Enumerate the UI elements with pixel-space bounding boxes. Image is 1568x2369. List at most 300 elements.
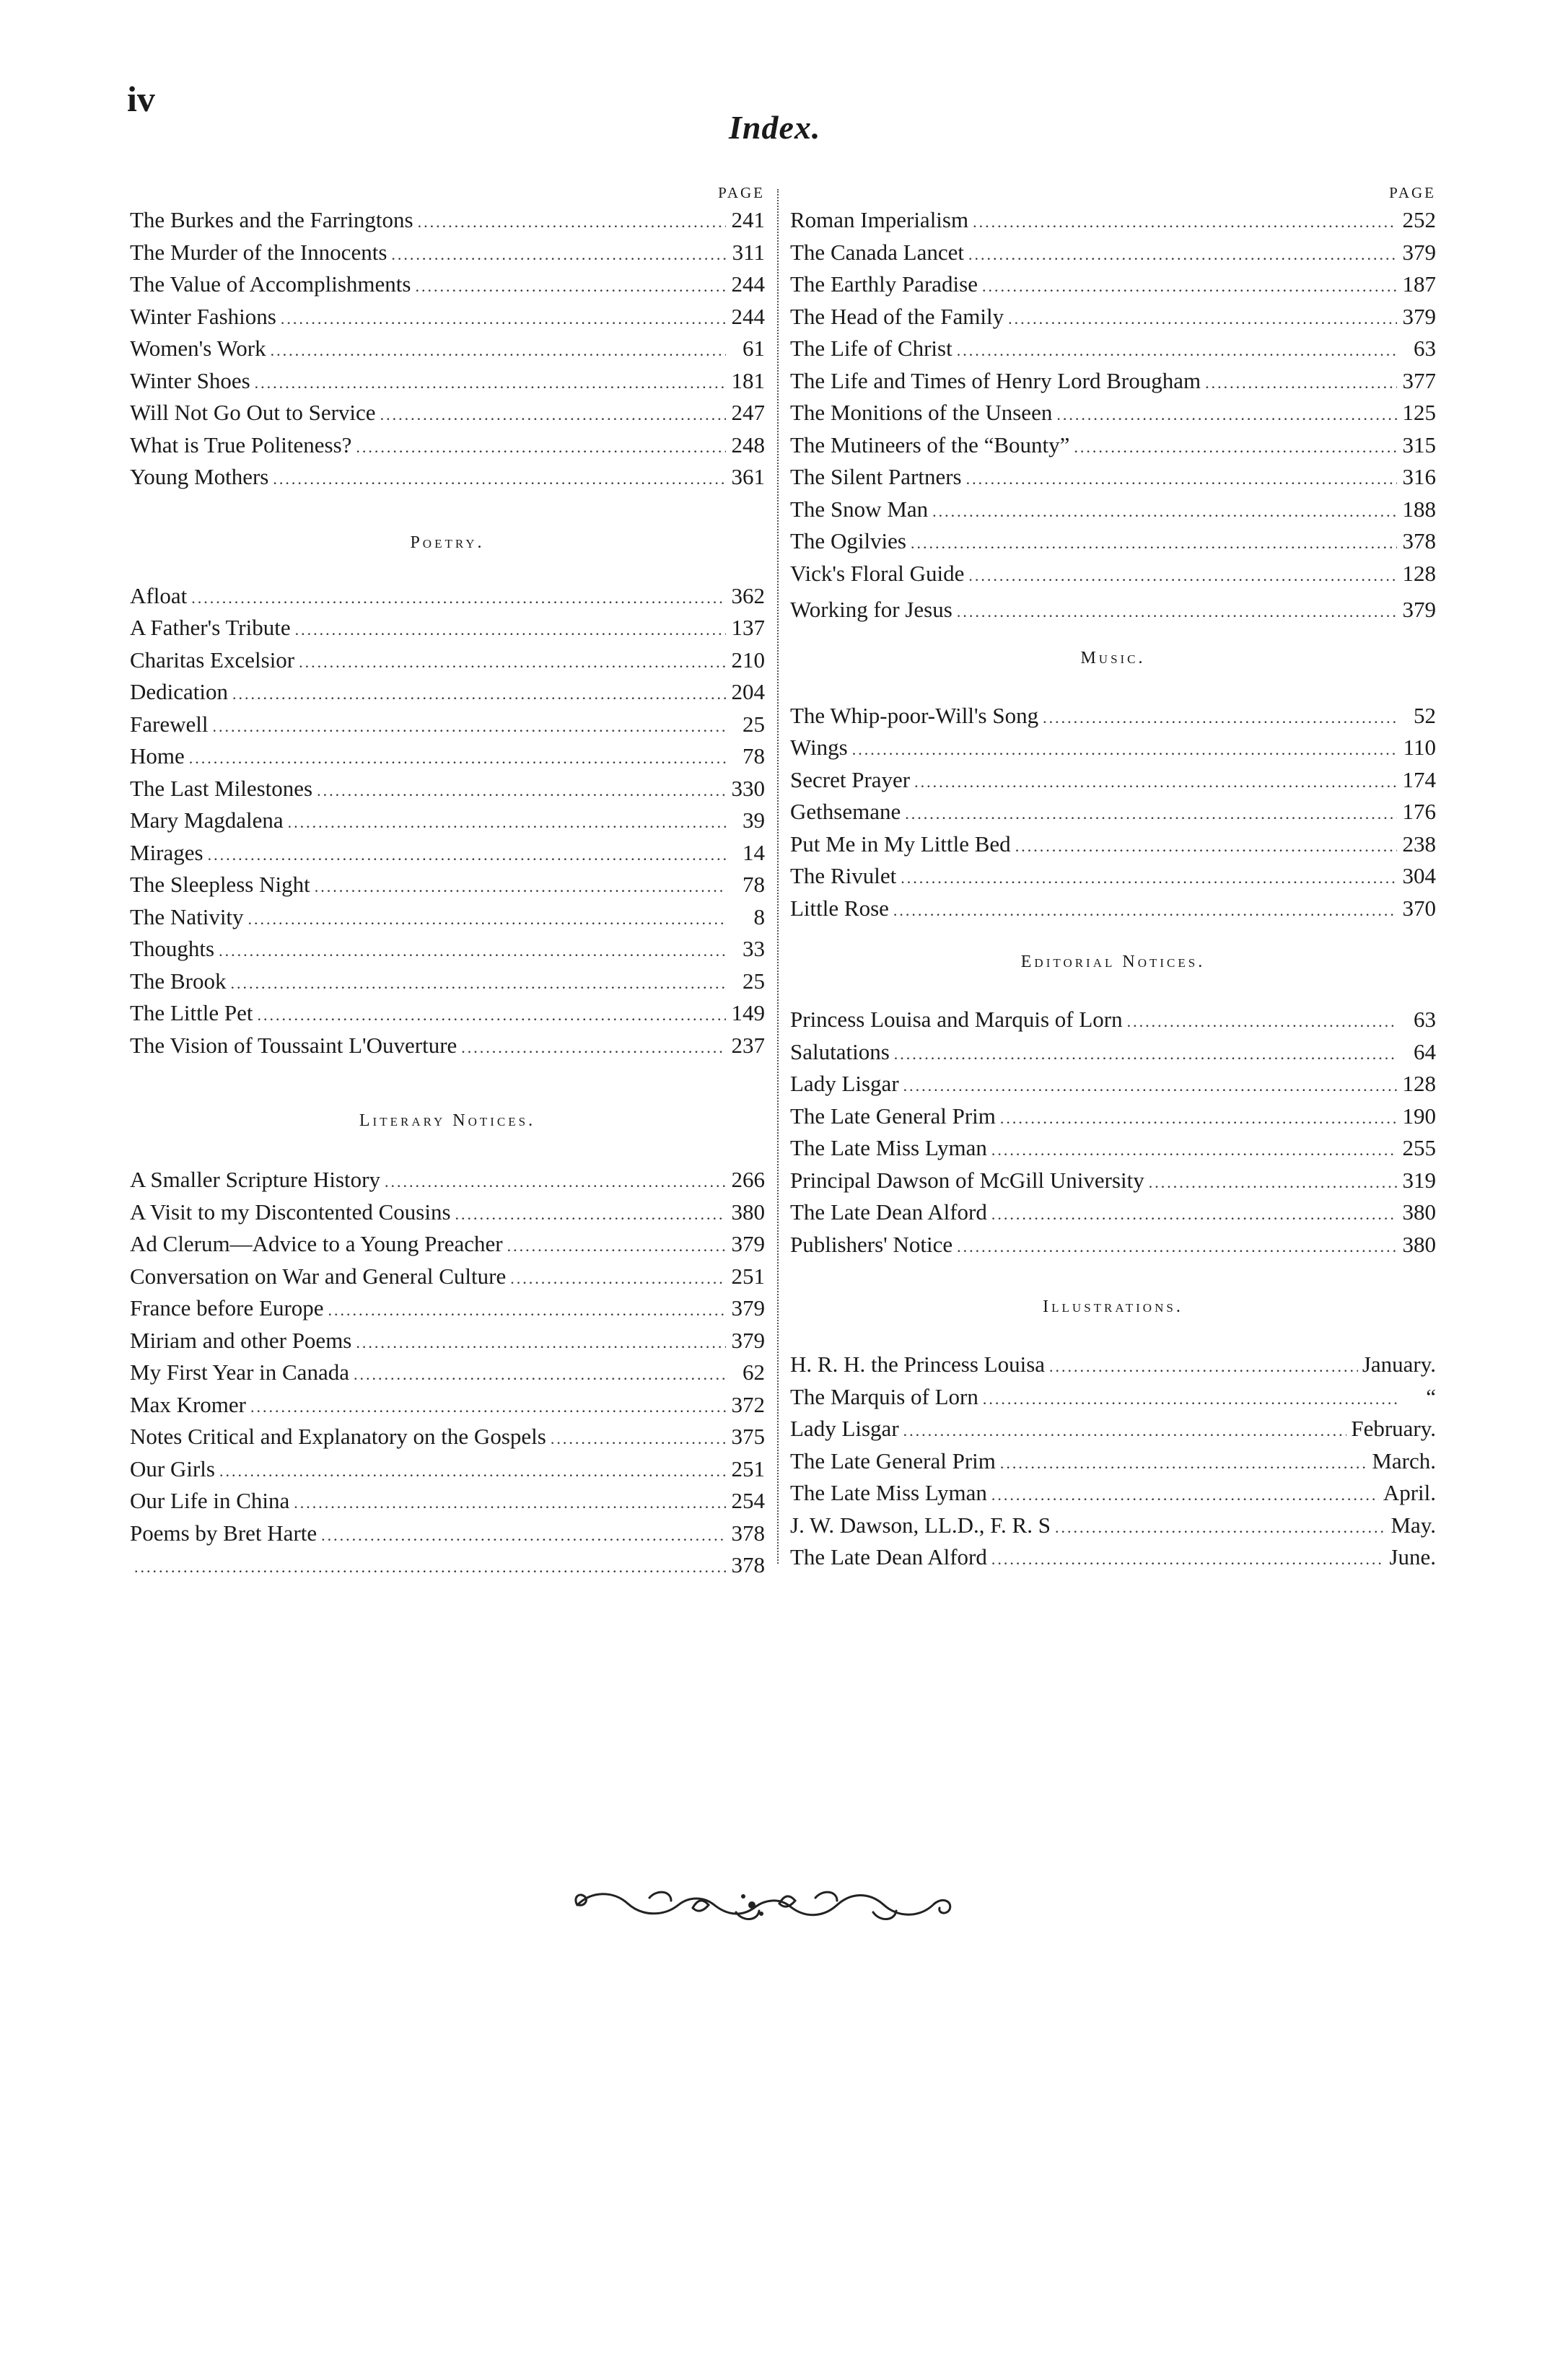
index-entry: [790, 1165, 1436, 1197]
entry-page: April.: [1383, 1480, 1436, 1505]
index-entry: [790, 796, 1436, 828]
leader-dots: [321, 1520, 726, 1552]
leader-dots: [134, 1551, 726, 1584]
entry-title: Afloat: [130, 582, 188, 608]
entry-page: 372: [731, 1391, 765, 1417]
leader-dots: [991, 1199, 1397, 1231]
entry-title: Gethsemane: [790, 799, 901, 824]
leader-dots: [299, 647, 726, 679]
leader-dots: [315, 871, 726, 903]
leader-dots: [356, 1327, 726, 1359]
entry-page: 379: [731, 1327, 765, 1353]
index-entry: [790, 1477, 1436, 1510]
entry-page: 379: [1402, 597, 1436, 622]
entry-page: 330: [731, 775, 765, 801]
leader-dots: [901, 862, 1397, 895]
entry-page: 316: [1402, 464, 1436, 489]
entry-title: Mary Magdalena: [130, 807, 284, 833]
leader-dots: [273, 463, 726, 496]
left-top-entries: [130, 204, 765, 494]
index-entry: [130, 612, 765, 644]
entry-page: 137: [731, 615, 765, 640]
leader-dots: [894, 1038, 1397, 1071]
entry-page: 128: [1402, 560, 1436, 586]
index-entry: [130, 268, 765, 301]
entry-page: 61: [743, 336, 765, 361]
leader-dots: [893, 895, 1397, 927]
entry-page: 378: [731, 1552, 765, 1577]
index-entry: [130, 397, 765, 429]
index-entry: [130, 740, 765, 773]
entry-page: June.: [1389, 1544, 1436, 1569]
index-entry: [790, 1100, 1436, 1133]
index-entry: [790, 429, 1436, 462]
index-entry: [130, 901, 765, 934]
entry-title: Principal Dawson of McGill University: [790, 1167, 1144, 1193]
entry-title: The Late General Prim: [790, 1448, 996, 1473]
index-entry: [790, 1381, 1436, 1414]
entry-page: 375: [731, 1424, 765, 1449]
index-entry: [790, 558, 1436, 590]
entry-title: Ad Clerum—Advice to a Young Preacher: [130, 1231, 503, 1256]
leader-dots: [957, 596, 1397, 629]
index-entry: [790, 1229, 1436, 1261]
index-entry: [790, 333, 1436, 365]
entry-page: 39: [743, 807, 765, 833]
leader-dots: [911, 527, 1397, 560]
entry-page: 25: [743, 711, 765, 737]
entry-title: The Whip-poor-Will's Song: [790, 702, 1039, 728]
entry-page: 304: [1402, 863, 1436, 888]
entry-page: 78: [743, 872, 765, 897]
leader-dots: [250, 1391, 726, 1424]
entry-title: The Little Pet: [130, 1000, 253, 1025]
entry-page: 362: [731, 582, 765, 608]
entry-page: 52: [1414, 702, 1436, 728]
index-entry: [130, 709, 765, 741]
entry-title: The Late Dean Alford: [790, 1199, 987, 1225]
index-entry: [130, 644, 765, 677]
entry-title: Put Me in My Little Bed: [790, 831, 1011, 857]
entry-page: 379: [731, 1231, 765, 1256]
leader-dots: [957, 1231, 1397, 1264]
left-column: [130, 184, 765, 1582]
ornament-flourish-icon: [563, 1876, 967, 1934]
entry-title: The Mutineers of the “Bounty”: [790, 432, 1070, 457]
leader-dots: [1149, 1167, 1397, 1199]
index-entry: [130, 580, 765, 613]
entry-title: Thoughts: [130, 936, 215, 961]
index-entry: [790, 1196, 1436, 1229]
entry-page: 379: [1402, 239, 1436, 265]
entry-page: 190: [1402, 1103, 1436, 1129]
leader-dots: [1043, 702, 1397, 735]
index-entry: [130, 333, 765, 365]
entry-title: Women's Work: [130, 336, 266, 361]
entry-page: 251: [731, 1455, 765, 1481]
leader-dots: [255, 367, 726, 400]
entry-title: The Nativity: [130, 903, 244, 929]
entry-title: Conversation on War and General Culture: [130, 1263, 507, 1289]
entry-page: 379: [1402, 303, 1436, 329]
index-entry: [130, 997, 765, 1030]
right-top-entries: [790, 204, 1436, 590]
entry-title: Charitas Excelsior: [130, 647, 295, 673]
leader-dots: [295, 614, 726, 647]
index-entry: [790, 1541, 1436, 1574]
page-title: Index.: [729, 109, 821, 146]
entry-page: 311: [732, 239, 765, 265]
leader-dots: [294, 1487, 726, 1520]
leader-dots: [991, 1134, 1397, 1167]
entry-page: 125: [1402, 400, 1436, 425]
entry-page: 247: [731, 400, 765, 425]
entry-page: 252: [1402, 207, 1436, 232]
entry-page: 174: [1402, 766, 1436, 792]
leader-dots: [317, 775, 726, 807]
leader-dots: [1055, 1512, 1386, 1544]
entry-title: The Ogilvies: [790, 528, 906, 553]
right-column: [790, 184, 1436, 1574]
entry-title: The Canada Lancet: [790, 239, 964, 265]
entry-page: 255: [1402, 1135, 1436, 1160]
entry-title: The Life of Christ: [790, 336, 952, 361]
leader-dots: [219, 1455, 726, 1488]
entry-title: The Sleepless Night: [130, 872, 310, 897]
entry-title: My First Year in Canada: [130, 1359, 349, 1385]
entry-title: The Late Dean Alford: [790, 1544, 987, 1569]
entry-title: The Vision of Toussaint L'Ouverture: [130, 1032, 457, 1058]
entry-title: The Monitions of the Unseen: [790, 400, 1053, 425]
index-entry: [790, 893, 1436, 925]
entry-title: Salutations: [790, 1038, 890, 1064]
index-entry: [790, 700, 1436, 732]
index-entry: [130, 1518, 765, 1550]
entry-page: 319: [1402, 1167, 1436, 1193]
entry-title: The Brook: [130, 968, 227, 994]
entry-page: March.: [1372, 1448, 1436, 1473]
index-entry: [130, 1196, 765, 1229]
illustrations-entries: [790, 1349, 1436, 1574]
entry-title: Our Girls: [130, 1455, 215, 1481]
entry-title: Our Life in China: [130, 1488, 290, 1513]
entry-title: Lady Lisgar: [790, 1416, 899, 1441]
leader-dots: [905, 798, 1397, 831]
section-heading-literary-notices: Literary Notices.: [359, 1111, 536, 1130]
index-entry: [790, 237, 1436, 269]
index-entry: [130, 301, 765, 333]
leader-dots: [219, 935, 726, 968]
entry-title: The Silent Partners: [790, 464, 962, 489]
index-entry: [790, 1349, 1436, 1381]
entry-page: 25: [743, 968, 765, 994]
index-entry: [130, 869, 765, 901]
index-entry: [790, 525, 1436, 558]
entry-page: 237: [731, 1032, 765, 1058]
index-entry: [130, 837, 765, 870]
leader-dots: [1127, 1006, 1397, 1038]
leader-dots: [973, 206, 1397, 239]
entry-title: Wings: [790, 735, 848, 760]
index-entry: [130, 365, 765, 398]
index-entry: [130, 204, 765, 237]
index-entry: [130, 1421, 765, 1453]
leader-dots: [391, 239, 726, 271]
entry-page: 266: [731, 1167, 765, 1192]
leader-dots: [1074, 432, 1397, 464]
leader-dots: [271, 335, 726, 367]
index-entry: [130, 1485, 765, 1518]
index-entry: [790, 828, 1436, 861]
entry-page: 379: [731, 1295, 765, 1321]
leader-dots: [507, 1230, 726, 1263]
leader-dots: [1049, 1351, 1358, 1383]
index-entry: [790, 204, 1436, 237]
entry-title: Will Not Go Out to Service: [130, 400, 376, 425]
leader-dots: [903, 1070, 1397, 1103]
leader-dots: [982, 271, 1397, 303]
leader-dots: [248, 903, 726, 936]
entry-title: Winter Fashions: [130, 303, 276, 329]
entry-title: J. W. Dawson, LL.D., F. R. S: [790, 1512, 1051, 1538]
index-entry: [130, 1453, 765, 1486]
poetry-entries: [130, 580, 765, 1062]
entry-title: Poems by Bret Harte: [130, 1520, 317, 1546]
entry-page: 378: [731, 1520, 765, 1546]
entry-title: Princess Louisa and Marquis of Lorn: [790, 1007, 1123, 1032]
entry-title: The Value of Accomplishments: [130, 271, 411, 297]
entry-title: A Father's Tribute: [130, 615, 291, 640]
leader-dots: [232, 678, 726, 711]
entry-page: 378: [1402, 528, 1436, 553]
index-entry: [790, 1068, 1436, 1100]
index-entry: [130, 965, 765, 998]
leader-dots: [1015, 831, 1397, 863]
entry-title: Little Rose: [790, 895, 889, 921]
entry-page: 78: [743, 743, 765, 768]
entry-title: Home: [130, 743, 185, 768]
leader-dots: [354, 1359, 726, 1391]
index-entry: [130, 429, 765, 462]
entry-page: May.: [1390, 1512, 1436, 1538]
entry-page: 14: [743, 839, 765, 865]
index-entry: [790, 397, 1436, 429]
index-entry: [130, 1292, 765, 1325]
index-entry: [790, 764, 1436, 797]
entry-title: Lady Lisgar: [790, 1071, 899, 1096]
index-entry: [130, 1228, 765, 1261]
entry-page: 248: [731, 432, 765, 457]
entry-page: 380: [1402, 1231, 1436, 1257]
entry-title: The Late Miss Lyman: [790, 1135, 987, 1160]
entry-title: The Snow Man: [790, 496, 929, 522]
column-divider: [777, 189, 779, 1564]
leader-dots: [189, 743, 726, 775]
index-entry: [130, 773, 765, 805]
index-entry: [130, 1261, 765, 1293]
leader-dots: [903, 1415, 1347, 1448]
leader-dots: [418, 206, 726, 239]
entry-page: 238: [1402, 831, 1436, 857]
index-entry: [790, 1132, 1436, 1165]
leader-dots: [957, 335, 1397, 367]
index-entry: [790, 732, 1436, 764]
index-entry: [790, 268, 1436, 301]
entry-page: 377: [1402, 367, 1436, 393]
index-entry: [130, 1325, 765, 1357]
entry-page: 210: [731, 647, 765, 673]
entry-title: The Marquis of Lorn: [790, 1383, 978, 1409]
entry-title: Young Mothers: [130, 464, 269, 489]
leader-dots: [455, 1199, 726, 1231]
entry-page: 176: [1402, 799, 1436, 824]
leader-dots: [966, 463, 1397, 496]
index-entry: [130, 805, 765, 837]
index-entry: [130, 676, 765, 709]
leader-dots: [551, 1423, 726, 1455]
leader-dots: [932, 496, 1397, 528]
leader-dots: [380, 399, 726, 432]
leader-dots: [212, 711, 726, 743]
music-entries: [790, 700, 1436, 925]
page-column-label: PAGE: [1389, 184, 1436, 201]
index-entry: [790, 860, 1436, 893]
entry-title: The Rivulet: [790, 863, 897, 888]
entry-title: Mirages: [130, 839, 203, 865]
leader-dots: [1205, 367, 1397, 400]
index-entry: [130, 1549, 765, 1582]
index-entry: [130, 461, 765, 494]
section-heading-poetry: Poetry.: [410, 533, 485, 552]
leader-dots: [968, 560, 1397, 592]
leader-dots: [1000, 1448, 1367, 1480]
entry-title: Secret Prayer: [790, 766, 911, 792]
index-entry: [790, 365, 1436, 398]
entry-title: The Burkes and the Farringtons: [130, 207, 413, 232]
entry-title: The Late General Prim: [790, 1103, 996, 1129]
leader-dots: [385, 1166, 726, 1199]
entry-page: 254: [731, 1488, 765, 1513]
index-entry: [130, 237, 765, 269]
entry-title: Publishers' Notice: [790, 1231, 953, 1257]
leader-dots: [281, 303, 726, 336]
entry-page: 380: [1402, 1199, 1436, 1225]
index-entry: [790, 1413, 1436, 1445]
index-entry: [130, 1030, 765, 1062]
index-entry: [790, 301, 1436, 333]
section-heading-editorial-notices: Editorial Notices.: [1020, 953, 1206, 971]
entry-title: Miriam and other Poems: [130, 1327, 352, 1353]
entry-page: 188: [1402, 496, 1436, 522]
entry-page: 361: [731, 464, 765, 489]
entry-title: The Life and Times of Henry Lord Brougham: [790, 367, 1201, 393]
entry-title: Roman Imperialism: [790, 207, 969, 232]
entry-page: 181: [731, 367, 765, 393]
editorial-notices-entries: [790, 1004, 1436, 1261]
entry-title: The Last Milestones: [130, 775, 313, 801]
index-entry: [130, 933, 765, 965]
page-number: iv: [127, 79, 155, 119]
entry-title: A Visit to my Discontented Cousins: [130, 1199, 451, 1225]
entry-title: Vick's Floral Guide: [790, 560, 965, 586]
entry-page: January.: [1362, 1352, 1436, 1377]
entry-title: Dedication: [130, 679, 229, 704]
entry-page: 380: [731, 1199, 765, 1225]
index-entry: [790, 494, 1436, 526]
leader-dots: [191, 582, 726, 615]
entry-title: France before Europe: [130, 1295, 324, 1321]
entry-page: 244: [731, 303, 765, 329]
leader-dots: [208, 839, 726, 872]
section-heading-illustrations: Illustrations.: [1043, 1297, 1183, 1316]
leader-dots: [288, 807, 726, 839]
index-entry: [790, 1510, 1436, 1542]
entry-page: 8: [753, 903, 765, 929]
index-entry: [790, 1004, 1436, 1036]
leader-dots: [1000, 1103, 1397, 1135]
entry-title: A Smaller Scripture History: [130, 1167, 380, 1192]
leader-dots: [510, 1263, 726, 1295]
leader-dots: [1056, 399, 1397, 432]
entry-page: 251: [731, 1263, 765, 1289]
leader-dots: [1008, 303, 1397, 336]
entry-page: 244: [731, 271, 765, 297]
leader-dots: [968, 239, 1397, 271]
index-entry: [130, 1389, 765, 1422]
entry-title: The Murder of the Innocents: [130, 239, 387, 265]
entry-title: The Head of the Family: [790, 303, 1004, 329]
section-heading-music: Music.: [1080, 648, 1146, 667]
entry-title: Farewell: [130, 711, 209, 737]
index-entry: [130, 1357, 765, 1389]
entry-page: 33: [743, 936, 765, 961]
index-entry: [790, 461, 1436, 494]
literary-notices-entries: [130, 1164, 765, 1549]
leader-dots: [461, 1032, 726, 1064]
entry-page: 110: [1403, 735, 1436, 760]
entry-title: The Earthly Paradise: [790, 271, 978, 297]
entry-title: The Late Miss Lyman: [790, 1480, 987, 1505]
entry-page: 187: [1402, 271, 1436, 297]
index-entry: [130, 1164, 765, 1196]
leader-dots: [991, 1543, 1385, 1576]
leader-dots: [914, 766, 1397, 799]
entry-title: H. R. H. the Princess Louisa: [790, 1352, 1046, 1377]
leader-dots: [415, 271, 726, 303]
leader-dots: [328, 1295, 726, 1327]
entry-page: 315: [1402, 432, 1436, 457]
leader-dots: [852, 734, 1397, 766]
entry-title: Working for Jesus: [790, 597, 952, 622]
entry-title: What is True Politeness?: [130, 432, 352, 457]
leader-dots: [983, 1383, 1397, 1416]
entry-page: 63: [1414, 336, 1436, 361]
leader-dots: [356, 432, 726, 464]
leader-dots: [257, 999, 726, 1032]
leader-dots: [991, 1479, 1379, 1512]
leader-dots: [230, 968, 726, 1000]
entry-page: 64: [1414, 1038, 1436, 1064]
entry-page: 62: [743, 1359, 765, 1385]
entry-title: Max Kromer: [130, 1391, 246, 1417]
page-column-label: PAGE: [718, 184, 765, 201]
entry-page: 63: [1414, 1007, 1436, 1032]
index-entry: [790, 1036, 1436, 1069]
entry-page: 241: [731, 207, 765, 232]
entry-page: 204: [731, 679, 765, 704]
entry-title: Notes Critical and Explanatory on the Gospels: [130, 1424, 546, 1449]
entry-page: “: [1426, 1383, 1436, 1409]
